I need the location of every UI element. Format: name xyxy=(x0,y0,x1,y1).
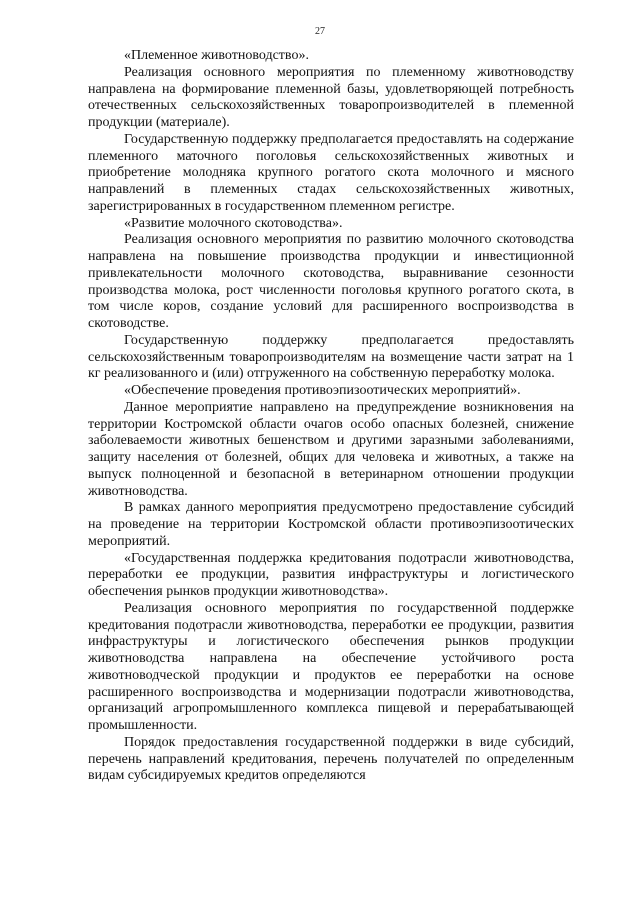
paragraph-dairy-support: Государственную поддержку предполагается предоставлять сельскохозяйственным товаропроизводителям на возмещение части затрат на 1 кг реализованного и (или) отгруженного на собственную переработку молока. xyxy=(88,332,574,382)
page-number: 27 xyxy=(315,26,325,37)
section-heading-credit: «Государственная поддержка кредитования подотрасли животноводства, переработки ее продукции, развития инфраструктуры и логистического обеспечения рынков продукции животноводства». xyxy=(88,550,574,599)
paragraph-breeding-goal: Реализация основного мероприятия по племенному животноводству направлена на формирование племенной базы, удовлетворяющей потребность отечественных сельскохозяйственных товаропроизводителей в племенной продукции (материале). xyxy=(88,64,574,130)
page-body xyxy=(88,48,574,785)
paragraph-breeding-support: Государственную поддержку предполагается предоставлять на содержание племенного маточного поголовья сельскохозяйственных животных и приобретение молодняка крупного рогатого скота молочного и мясного направлений в племенных стадах сельскохозяйственных животных, зарегистрированных в государственном племенном регистре. xyxy=(88,131,574,214)
paragraph-dairy-goal: Реализация основного мероприятия по развитию молочного скотоводства направлена на повышение производства продукции и инвестиционной привлекательности молочного скотоводства, выравнивание сезонности производства молока, рост численности поголовья крупного рогатого скота, в том числе коров, создание условий для расширенного воспроизводства в скотоводстве. xyxy=(88,232,574,331)
paragraph-credit-goal: Реализация основного мероприятия по государственной поддержке кредитования подотрасли животноводства, переработки ее продукции, развития инфраструктуры и логистического обеспечения рынков продукции животноводства направлена на обеспечение устойчивого роста животноводческой продукции и продуктов ее переработки на основе расширенного воспроизводства и модернизации подотрасли животноводства, организаций агропромышленного комплекса пищевой и перерабатывающей промышленности. xyxy=(88,600,574,733)
section-heading-breeding: «Племенное животноводство». xyxy=(124,48,309,63)
paragraph-epizootic-subsidies: В рамках данного мероприятия предусмотрено предоставление субсидий на проведение на территории Костромской области противоэпизоотических мероприятий. xyxy=(88,500,574,549)
paragraph-credit-procedure: Порядок предоставления государственной поддержки в виде субсидий, перечень направлений кредитования, перечень получателей по определенным видам субсидируемых кредитов определяются xyxy=(88,734,574,784)
paragraph-epizootic-goal: Данное мероприятие направлено на предупреждение возникновения на территории Костромской области очагов особо опасных болезней, снижение заболеваемости животных бешенством и другими заразными заболеваниями, защиту населения от болезней, общих для человека и животных, а также на выпуск полноценной и безопасной в ветеринарном отношении продукции животноводства. xyxy=(88,399,574,499)
section-heading-dairy: «Развитие молочного скотоводства». xyxy=(124,215,343,231)
section-heading-epizootic: «Обеспечение проведения противоэпизоотических мероприятий». xyxy=(124,383,521,398)
